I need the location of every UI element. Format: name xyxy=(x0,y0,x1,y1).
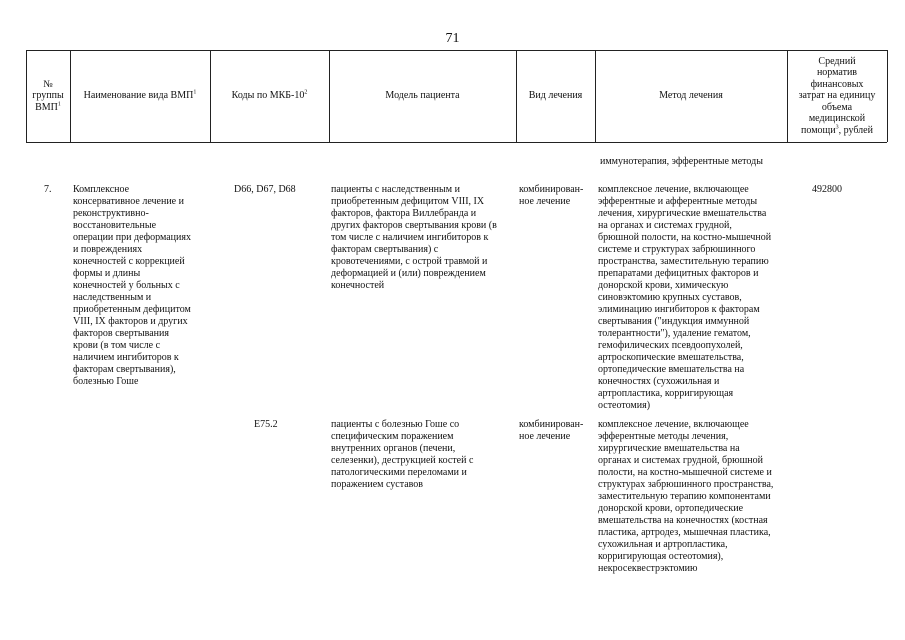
method-continuation: иммунотерапия, эфферентные методы xyxy=(600,156,763,167)
icd-codes: E75.2 xyxy=(254,419,278,430)
group-number: 7. xyxy=(44,184,52,195)
header-average-cost: Средний норматив финансовых затрат на единицу объема медицинской помощи$^3$, рублей xyxy=(798,55,876,136)
header-group-number: № группы ВМП$^1$ xyxy=(32,78,64,113)
header-treatment-type: Вид лечения xyxy=(528,90,583,102)
vmp-name: Комплексное консервативное лечение и реконструктивно- восстановительные операции при деформациях и повреждениях конечностей с коррекцией формы и длины конечностей у больных с наследственным и приобретенным дефицитом VIII, IX факторов и других факторов свертывания крови (в том числе с наличием ингибиторов к факторам свертывания), болезнью Гоше xyxy=(73,184,191,387)
patient-model: пациенты с наследственным и приобретенным дефицитом VIII, IX факторов, фактора Виллебранда и других факторов свертывания крови (в том числе с наличием ингибиторов к факторам свертывания) с кровотечениями, с острой травмой и деформацией и (или) повреждением конечностей xyxy=(331,184,497,291)
treatment-type: комбинирован- ное лечение xyxy=(519,184,584,207)
header-patient-model: Модель пациента xyxy=(385,90,460,102)
header-treatment-method: Метод лечения xyxy=(659,90,723,102)
treatment-method: комплексное лечение, включающее эфферентные методы лечения, хирургические вмешательства на органах и системах грудной, брюшной полости, на костно-мышечной системе и структурах забрюшинного пространства, заместительную терапию компонентами донорской крови, ортопедические вмешательства на конечностях (костная пластика, артродез, мышечная пластика, сухожильная и артропластика, корригирующая остеотомия), некросеквестрэктомию xyxy=(598,419,774,574)
treatment-method: комплексное лечение, включающее эфферентные и афферентные методы лечения, хирургические вмешательства на органах и системах грудной, брюшной полости, на костно-мышечной системе и структурах забрюшинного пространства, заместительную терапию препаратами дефицитных факторов и донорской крови, химическую синовэктомию крупных суставов, элиминацию ингибиторов к факторам свертывания ("индукция иммунной толерантности"), удаление гематом, гемофилических псевдоопухолей, артроскопические вмешательства, ортопедические вмешательства на конечностях (сухожильная и артропластика, корригирующая остеотомия) xyxy=(598,184,772,411)
patient-model: пациенты с болезнью Гоше со специфическим поражением внутренних органов (печени, селезенки), деструкцией костей с патологическими переломами и поражением суставов xyxy=(331,419,474,490)
page-number: 71 xyxy=(445,31,460,46)
header-vmp-name: Наименование вида ВМП$^1$ xyxy=(83,89,197,102)
header-bottom-border xyxy=(26,142,887,143)
col-divider xyxy=(887,50,888,142)
average-cost: 492800 xyxy=(812,184,842,195)
header-icd-codes: Коды по МКБ-$10^2$ xyxy=(231,89,308,102)
icd-codes: D66, D67, D68 xyxy=(234,184,296,195)
treatment-type: комбинирован- ное лечение xyxy=(519,419,584,442)
